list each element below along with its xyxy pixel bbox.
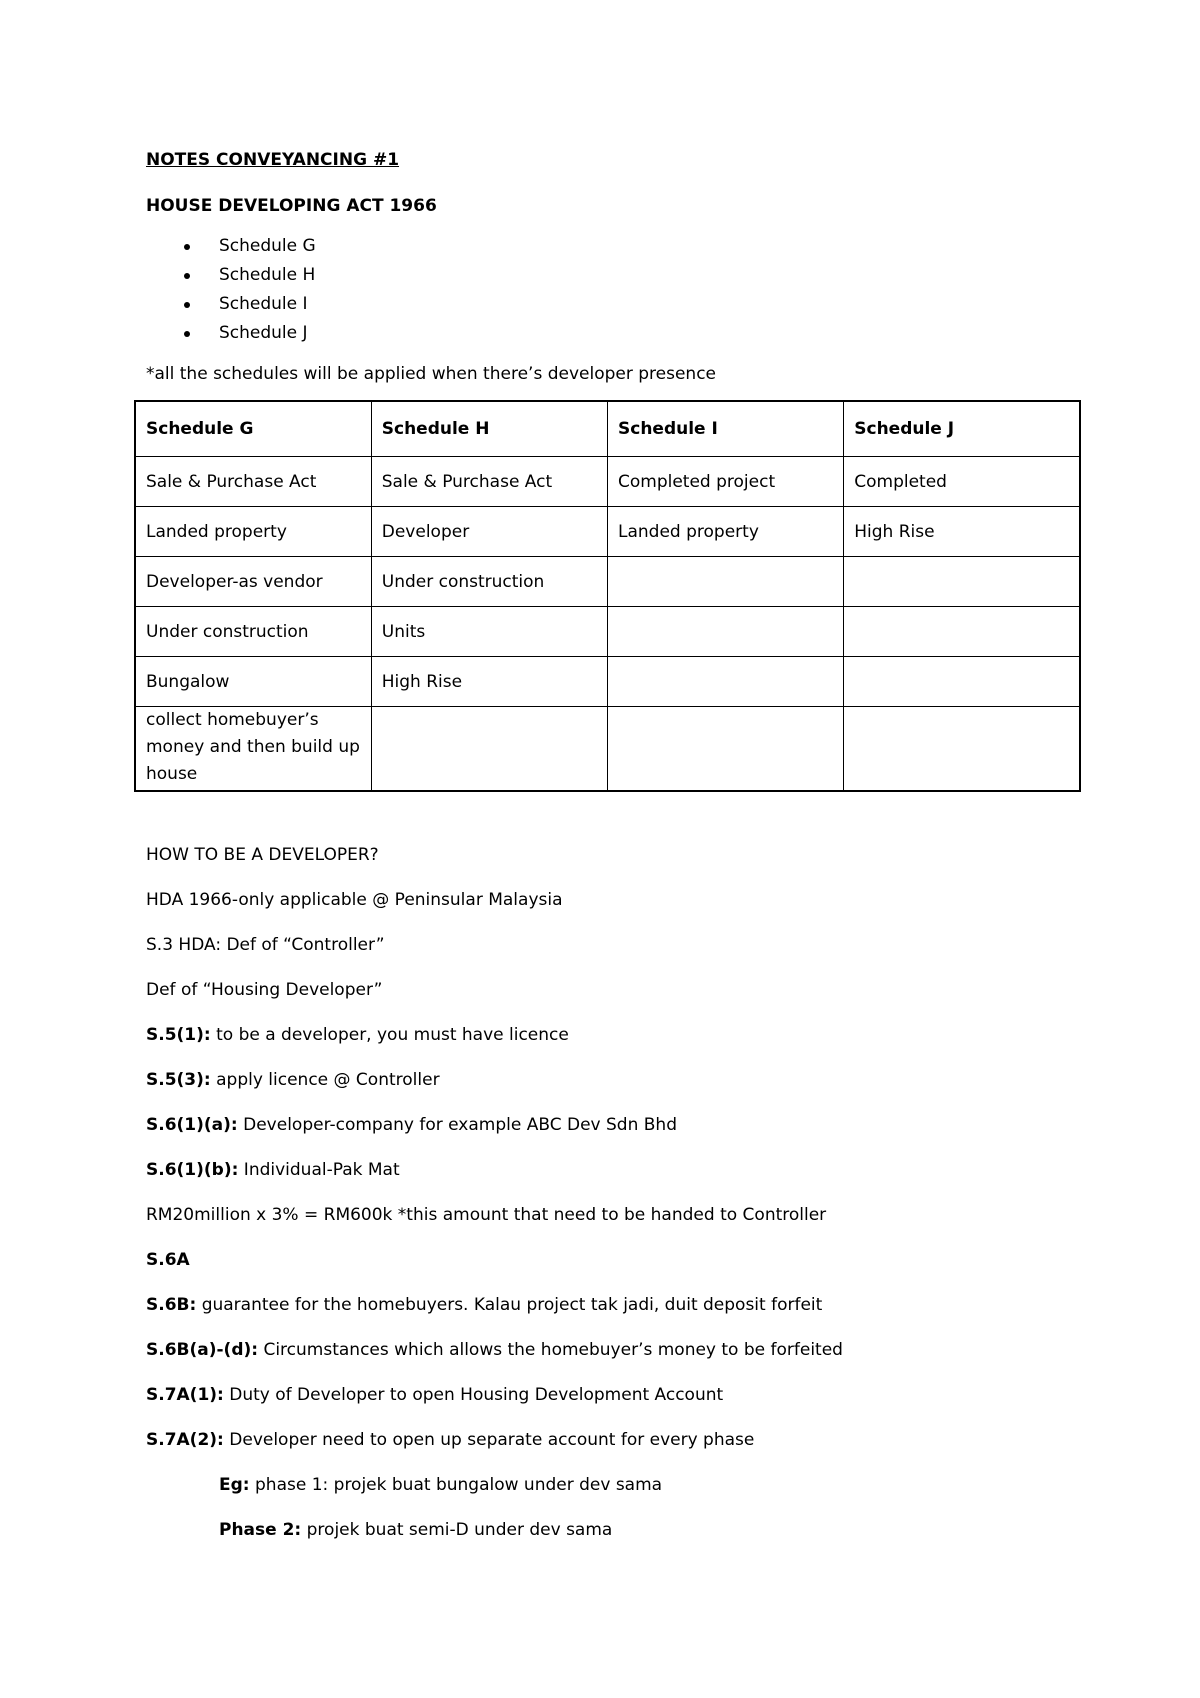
- list-item: Schedule I: [219, 290, 1081, 319]
- table-cell: [608, 607, 844, 657]
- table-row: [135, 457, 1080, 507]
- table-cell: Developer-as vendor: [135, 557, 371, 607]
- section-ref: S.6(1)(b):: [146, 1160, 239, 1180]
- table-cell: [608, 707, 844, 792]
- example-line: [146, 1472, 1081, 1498]
- table-header-row: [135, 401, 1080, 457]
- table-cell: collect homebuyer’s money and then build up house: [135, 707, 371, 792]
- note-text: Developer need to open up separate account for every phase: [223, 1430, 755, 1450]
- table-row: [135, 557, 1080, 607]
- note-line: [146, 1337, 1081, 1363]
- table-row: [135, 707, 1080, 792]
- note-text: S.3 HDA: Def of “Controller”: [146, 935, 385, 955]
- list-item: Schedule J: [219, 319, 1081, 348]
- note-line: [146, 1247, 1081, 1273]
- section-ref: S.6(1)(a):: [146, 1115, 238, 1135]
- note-line: [146, 1022, 1081, 1048]
- table-cell: Landed property: [608, 507, 844, 557]
- note-text: RM20million x 3% = RM600k *this amount that need to be handed to Controller: [146, 1205, 827, 1225]
- note-text: Developer-company for example ABC Dev Sdn Bhd: [237, 1115, 677, 1135]
- table-cell: [844, 557, 1080, 607]
- section-ref: S.7A(2):: [146, 1430, 224, 1450]
- schedule-list: [146, 232, 1081, 348]
- note-text: Individual-Pak Mat: [238, 1160, 400, 1180]
- table-cell: Under construction: [371, 557, 607, 607]
- table-cell: [608, 657, 844, 707]
- note-line: [146, 1427, 1081, 1453]
- section-ref: S.6B(a)-(d):: [146, 1340, 259, 1360]
- note-line: [146, 977, 1081, 1003]
- example-text: phase 1: projek buat bungalow under dev sama: [249, 1475, 663, 1495]
- list-item: Schedule G: [219, 232, 1081, 261]
- section-ref: S.5(1):: [146, 1025, 211, 1045]
- note-text: HDA 1966-only applicable @ Peninsular Malaysia: [146, 890, 563, 910]
- note-line: [146, 1157, 1081, 1183]
- table-cell: [844, 707, 1080, 792]
- act-heading: HOUSE DEVELOPING ACT 1966: [146, 196, 437, 216]
- note-line: [146, 887, 1081, 913]
- example-text: projek buat semi-D under dev sama: [301, 1520, 613, 1540]
- table-header-cell: Schedule J: [844, 401, 1080, 457]
- table-cell: Sale & Purchase Act: [371, 457, 607, 507]
- table-header-cell: Schedule G: [135, 401, 371, 457]
- note-text: guarantee for the homebuyers. Kalau project tak jadi, duit deposit forfeit: [196, 1295, 823, 1315]
- section-ref: S.5(3):: [146, 1070, 211, 1090]
- table-cell: Developer: [371, 507, 607, 557]
- table-header-cell: Schedule H: [371, 401, 607, 457]
- schedules-note: *all the schedules will be applied when there’s developer presence: [146, 364, 716, 384]
- note-line: [146, 1202, 1081, 1228]
- note-text: Def of “Housing Developer”: [146, 980, 383, 1000]
- note-text: Circumstances which allows the homebuyer’s money to be forfeited: [258, 1340, 843, 1360]
- note-text: Duty of Developer to open Housing Development Account: [223, 1385, 724, 1405]
- table-cell: Under construction: [135, 607, 371, 657]
- note-line: [146, 1292, 1081, 1318]
- example-ref: Eg:: [219, 1475, 250, 1495]
- note-text: apply licence @ Controller: [210, 1070, 440, 1090]
- table-cell: Units: [371, 607, 607, 657]
- section-ref: S.6A: [146, 1250, 190, 1270]
- table-cell: Landed property: [135, 507, 371, 557]
- note-text: to be a developer, you must have licence: [210, 1025, 569, 1045]
- table-cell: [608, 557, 844, 607]
- table-row: [135, 657, 1080, 707]
- section-ref: S.6B:: [146, 1295, 197, 1315]
- list-item: Schedule H: [219, 261, 1081, 290]
- example-ref: Phase 2:: [219, 1520, 302, 1540]
- document-title: NOTES CONVEYANCING #1: [146, 150, 400, 170]
- table-cell: Bungalow: [135, 657, 371, 707]
- table-cell: [844, 607, 1080, 657]
- table-row: [135, 607, 1080, 657]
- document-page: [146, 148, 1081, 1562]
- table-cell: Sale & Purchase Act: [135, 457, 371, 507]
- table-cell: [371, 707, 607, 792]
- table-header-cell: Schedule I: [608, 401, 844, 457]
- note-line: [146, 1067, 1081, 1093]
- table-cell: [844, 657, 1080, 707]
- table-cell: Completed project: [608, 457, 844, 507]
- example-line: [146, 1517, 1081, 1543]
- table-cell: High Rise: [844, 507, 1080, 557]
- schedule-table: [134, 400, 1081, 792]
- section-ref: S.7A(1):: [146, 1385, 224, 1405]
- note-line: [146, 1112, 1081, 1138]
- section-question: HOW TO BE A DEVELOPER?: [146, 845, 379, 865]
- note-line: [146, 932, 1081, 958]
- note-line: [146, 1382, 1081, 1408]
- table-cell: High Rise: [371, 657, 607, 707]
- table-cell: Completed: [844, 457, 1080, 507]
- table-row: [135, 507, 1080, 557]
